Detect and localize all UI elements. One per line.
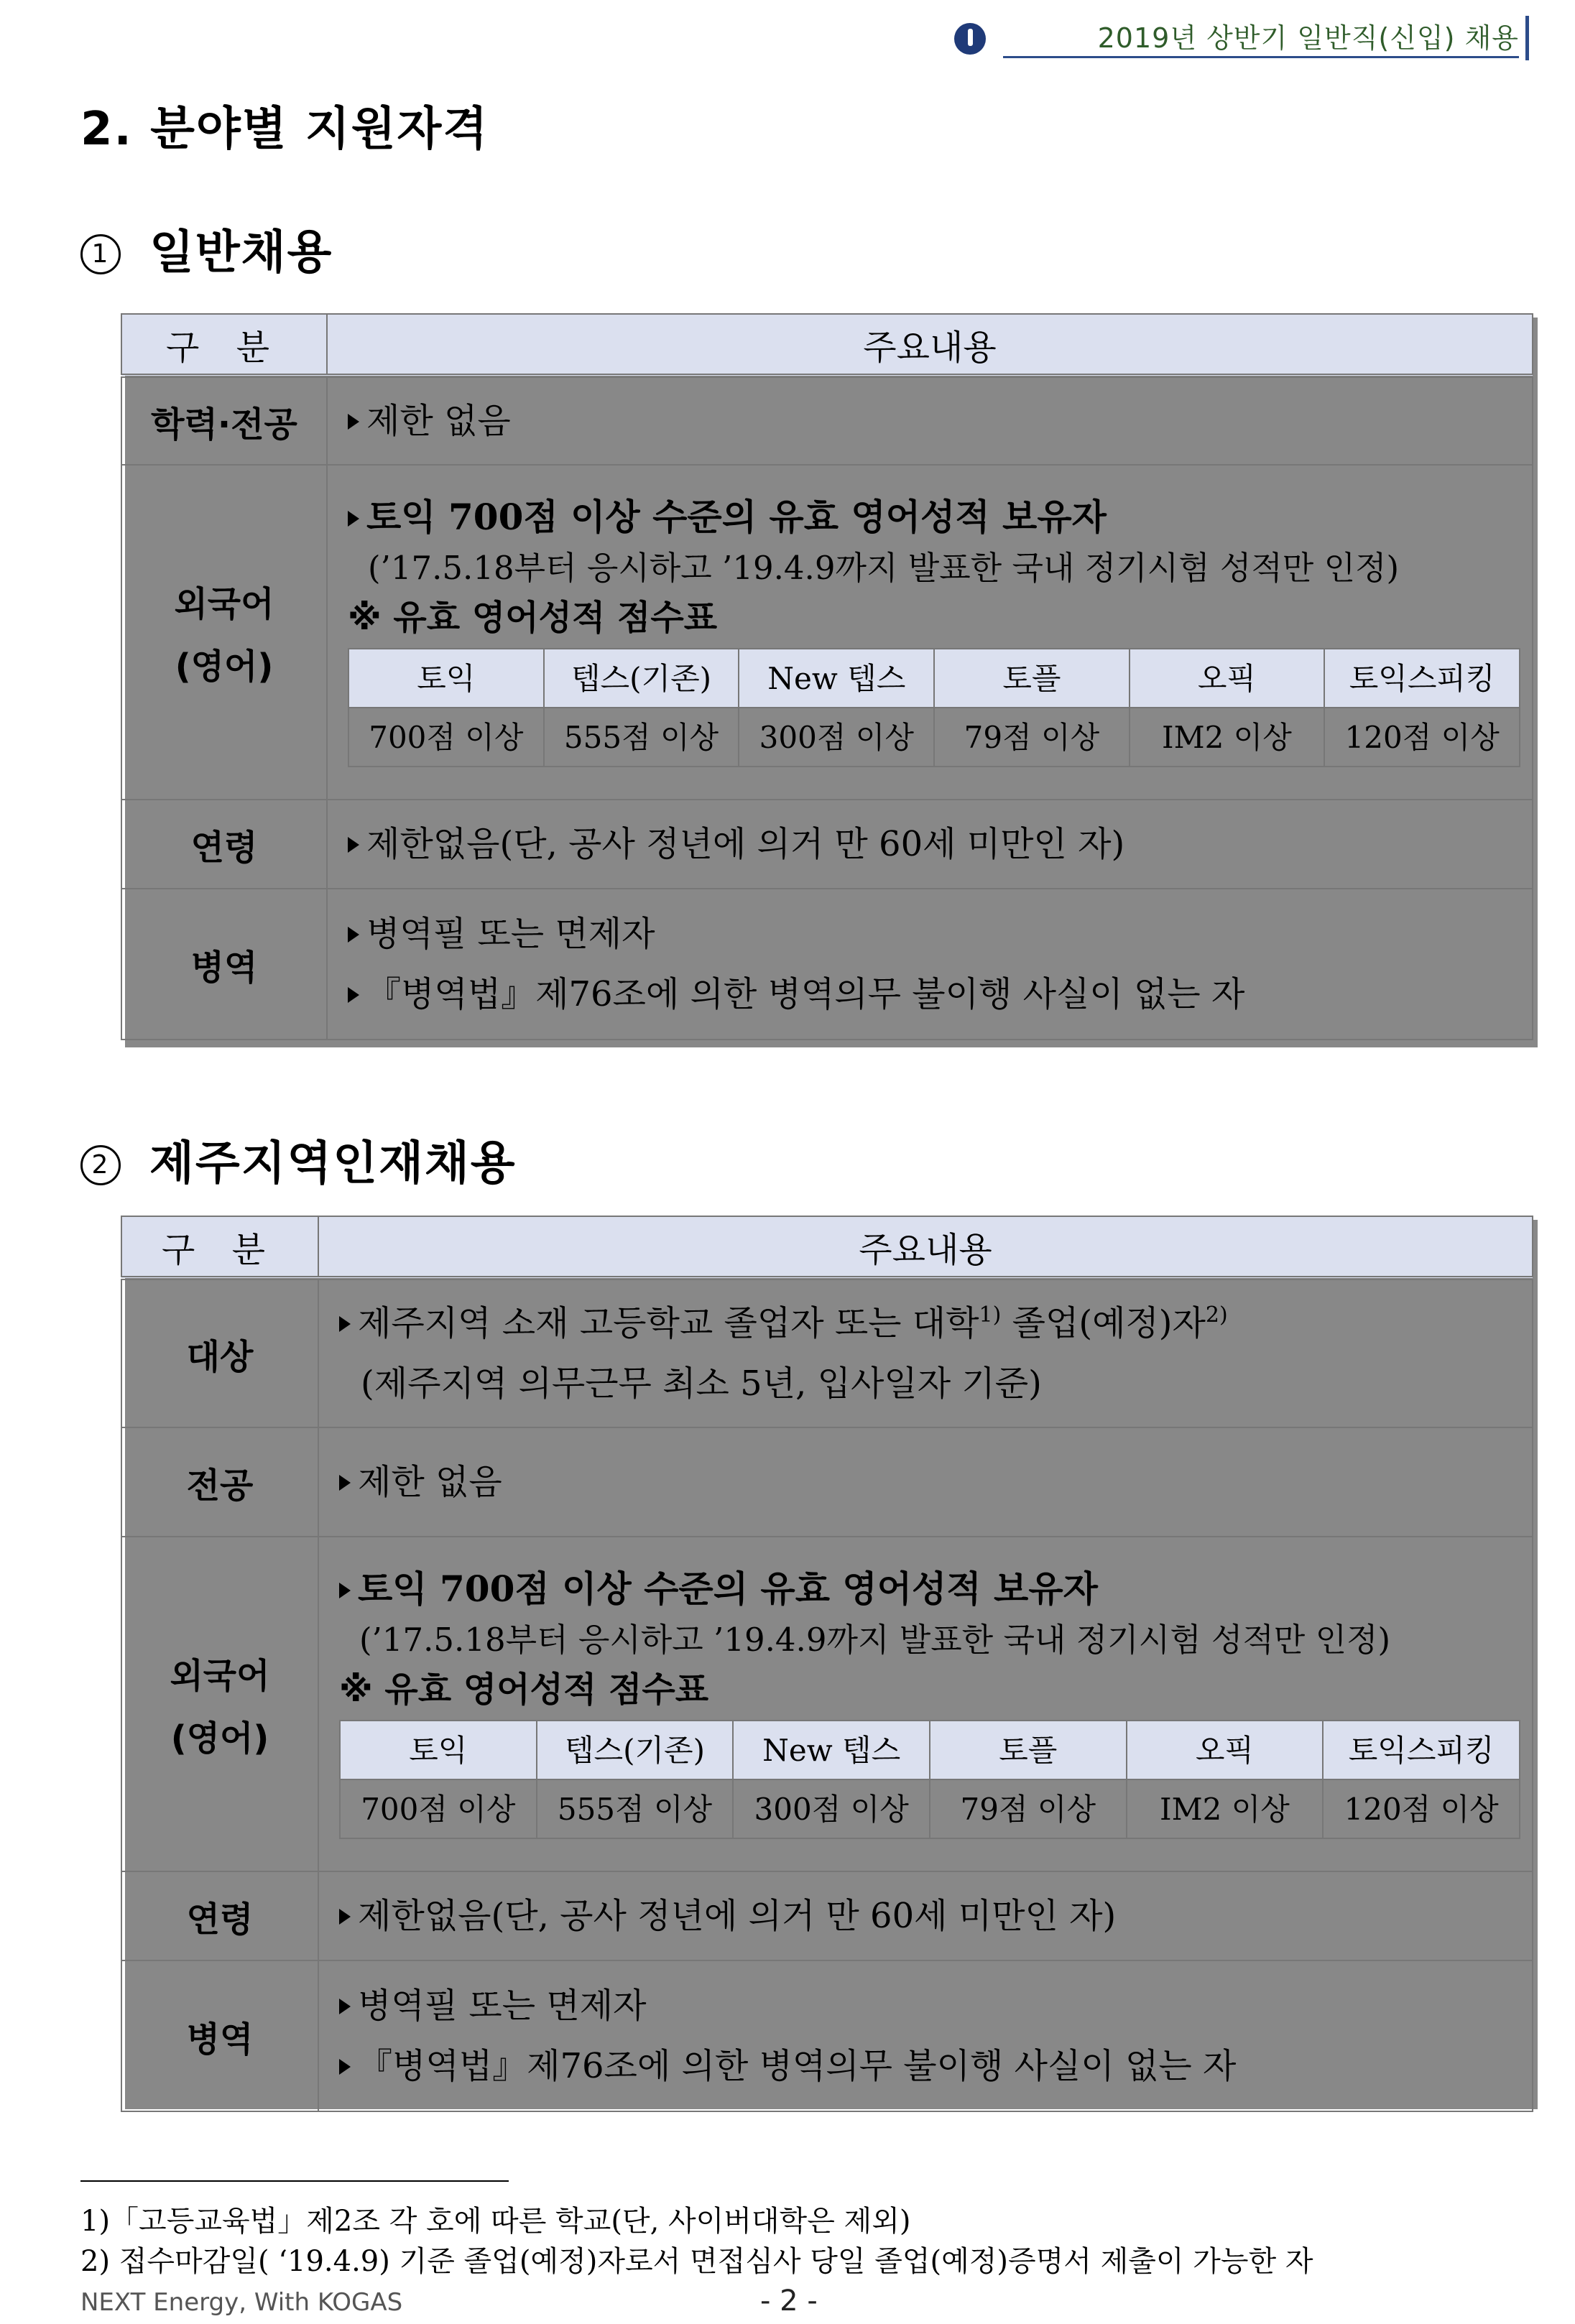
- row-content-age: 제한없음(단, 공사 정년에 의거 만 60세 미만인 자): [318, 1871, 1533, 1960]
- general-heading: [80, 216, 333, 282]
- row-content-target: 제주지역 소재 고등학교 졸업자 또는 대학$^{1)}$ 졸업(예정)자$^{2)}$ (제주지역 의무근무 최소 5년, 입사일자 기준): [318, 1278, 1533, 1427]
- bullet-triangle-icon: [339, 1316, 351, 1332]
- row-content-military: 병역필 또는 면제자 『병역법』제76조에 의한 병역의무 불이행 사실이 없는 자: [318, 1960, 1533, 2111]
- bullet-triangle-icon: [348, 927, 359, 943]
- footnote-divider: [80, 2180, 509, 2182]
- section-title: 2. 분야별 지원자격: [80, 103, 489, 156]
- row-content-military: 병역필 또는 면제자 『병역법』제76조에 의한 병역의무 불이행 사실이 없는 자: [327, 889, 1533, 1040]
- circled-number: 2: [80, 1145, 121, 1185]
- row-label-age: 연령: [121, 800, 327, 889]
- row-label-lang: 외국어 (영어): [121, 465, 327, 800]
- header-title: 2019년 상반기 일반직(신입) 채용: [1003, 20, 1519, 58]
- bullet-triangle-icon: [348, 987, 359, 1003]
- row-content-major: 제한 없음: [318, 1427, 1533, 1537]
- row-label-age: 연령: [121, 1871, 318, 1960]
- row-label-target: 대상: [121, 1278, 318, 1427]
- jeju-table: [121, 1216, 1533, 2112]
- head-content: 주요내용: [327, 314, 1533, 376]
- row-content-age: 제한없음(단, 공사 정년에 의거 만 60세 미만인 자): [327, 800, 1533, 889]
- row-content-lang: 토익 700점 이상 수준의 유효 영어성적 보유자 (’17.5.18부터 응시하고 ’19.4.9까지 발표한 국내 정기시험 성적만 인정) ※ 유효 영어성적 점수표 토익 텝스(기존) New 텝스 토플 오픽 토익스피킹 700점 이상 555점 이상 300점 이상 79점 이상 IM2 이상 120점 이상: [327, 465, 1533, 800]
- row-content-lang: 토익 700점 이상 수준의 유효 영어성적 보유자 (’17.5.18부터 응시하고 ’19.4.9까지 발표한 국내 정기시험 성적만 인정) ※ 유효 영어성적 점수표 토익 텝스(기존) New 텝스 토플 오픽 토익스피킹 700점 이상 555점 이상 300점 이상 79점 이상 IM2 이상 120점 이상: [318, 1537, 1533, 1871]
- bullet-triangle-icon: [339, 1583, 351, 1598]
- page-number: - 2 -: [760, 2284, 818, 2318]
- bullet-triangle-icon: [348, 414, 359, 430]
- footer-slogan: NEXT Energy, With KOGAS: [80, 2288, 403, 2317]
- head-label: 구 분: [121, 1216, 318, 1278]
- bullet-triangle-icon: [339, 1999, 351, 2014]
- score-table: 토익 텝스(기존) New 텝스 토플 오픽 토익스피킹 700점 이상 555점 이상 300점 이상 79점 이상 IM2 이상 120점 이상: [339, 1720, 1520, 1839]
- bullet-triangle-icon: [339, 1475, 351, 1491]
- jeju-heading: [80, 1126, 517, 1193]
- bullet-triangle-icon: [348, 511, 359, 527]
- row-content-edu: 제한 없음: [327, 376, 1533, 465]
- header-bar: [1525, 16, 1529, 60]
- footnote-2: 2) 접수마감일( ‘19.4.9) 기준 졸업(예정)자로서 면접심사 당일 졸업(예정)증명서 제출이 가능한 자: [80, 2245, 1313, 2278]
- page-header: [954, 16, 1529, 60]
- general-table: [121, 313, 1533, 1040]
- bullet-triangle-icon: [348, 837, 359, 853]
- head-content: 주요내용: [318, 1216, 1533, 1278]
- bullet-triangle-icon: [339, 2059, 351, 2075]
- row-label-military: 병역: [121, 889, 327, 1040]
- row-label-major: 전공: [121, 1427, 318, 1537]
- footnote-1: 1)「고등교육법」제2조 각 호에 따른 학교(단, 사이버대학은 제외): [80, 2205, 911, 2238]
- general-title: 일반채용: [149, 226, 333, 279]
- row-label-edu: 학력·전공: [121, 376, 327, 465]
- row-label-military: 병역: [121, 1960, 318, 2111]
- head-label: 구 분: [121, 314, 327, 376]
- score-table: 토익 텝스(기존) New 텝스 토플 오픽 토익스피킹 700점 이상 555점 이상 300점 이상 79점 이상 IM2 이상 120점 이상: [348, 648, 1520, 767]
- kogas-logo-icon: [954, 23, 986, 55]
- bullet-triangle-icon: [339, 1909, 351, 1925]
- row-label-lang: 외국어 (영어): [121, 1537, 318, 1871]
- jeju-title: 제주지역인재채용: [149, 1137, 517, 1190]
- circled-number: 1: [80, 234, 121, 274]
